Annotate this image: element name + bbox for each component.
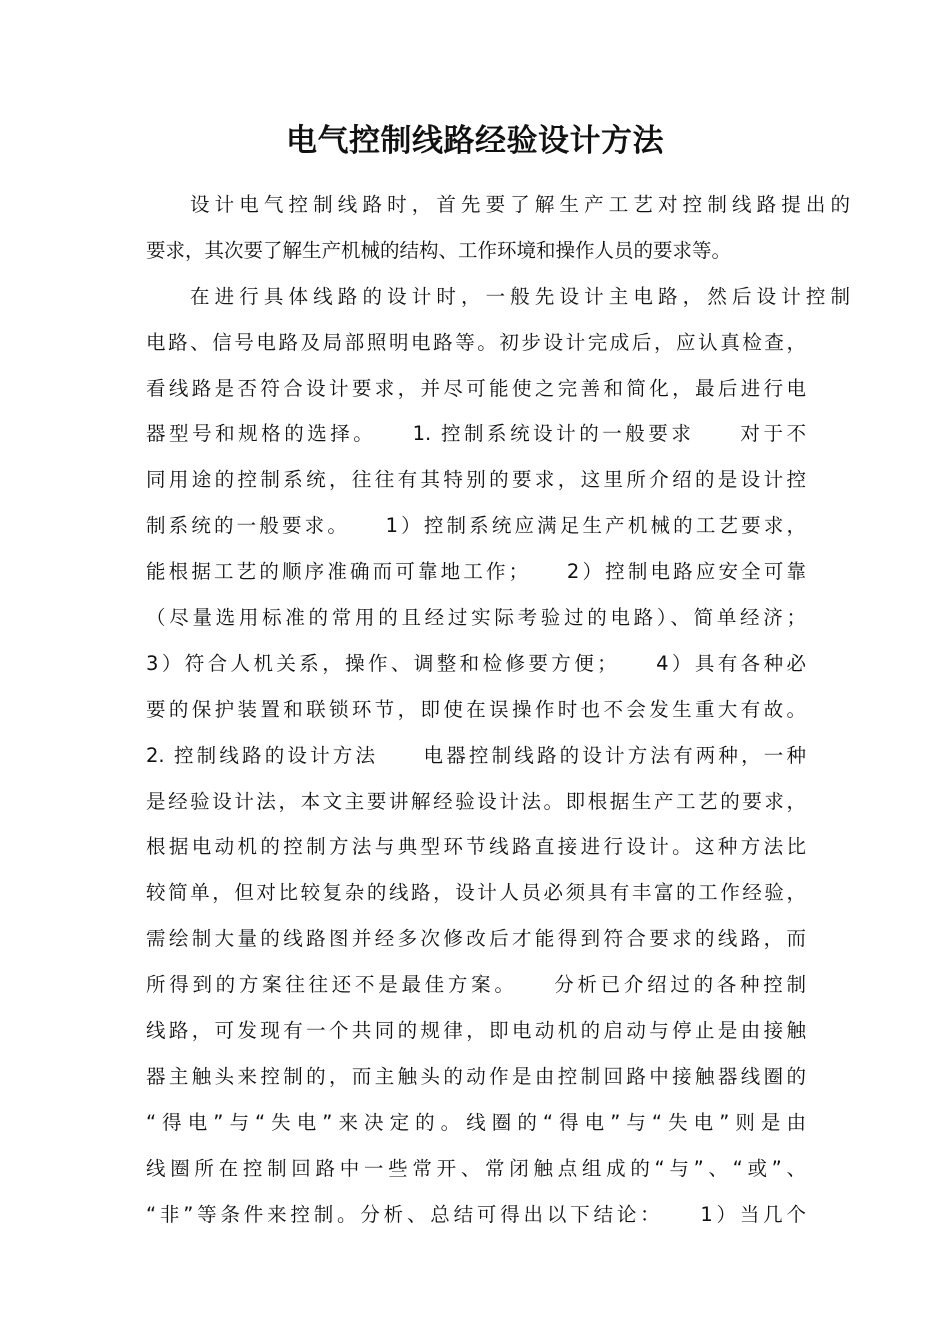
text-line: 根据电动机的控制方法与典型环节线路直接进行设计。这种方法比 — [146, 835, 806, 859]
text-line: “非”等条件来控制。分析、总结可得出以下结论： 1）当几个 — [146, 1202, 806, 1226]
text-line: 同用途的控制系统，往往有其特别的要求，这里所介绍的是设计控 — [146, 468, 806, 492]
document-title: 电气控制线路经验设计方法 — [286, 123, 664, 159]
text-line: 要求，其次要了解生产机械的结构、工作环境和操作人员的要求等。 — [146, 238, 732, 262]
text-line: （尽量选用标准的常用的且经过实际考验过的电路）、简单经济； — [146, 606, 806, 630]
text-line: 需绘制大量的线路图并经多次修改后才能得到符合要求的线路，而 — [146, 927, 806, 951]
text-line: 制系统的一般要求。 1）控制系统应满足生产机械的工艺要求， — [146, 514, 806, 538]
text-line: 线路，可发现有一个共同的规律，即电动机的启动与停止是由接触 — [146, 1019, 806, 1043]
text-line: 所得到的方案往往还不是最佳方案。 分析已介绍过的各种控制 — [146, 973, 806, 997]
text-line: 线圈所在控制回路中一些常开、常闭触点组成的“与”、“或”、 — [146, 1156, 806, 1180]
text-line: 在进行具体线路的设计时，一般先设计主电路，然后设计控制 — [190, 284, 850, 308]
text-line: 电路、信号电路及局部照明电路等。初步设计完成后，应认真检查， — [146, 330, 806, 354]
text-line: 设计电气控制线路时，首先要了解生产工艺对控制线路提出的 — [190, 193, 850, 216]
text-line: 器型号和规格的选择。 1. 控制系统设计的一般要求 对于不 — [146, 422, 806, 446]
document-body — [146, 182, 850, 1237]
text-line: 3）符合人机关系，操作、调整和检修要方便； 4）具有各种必 — [146, 651, 806, 675]
text-line: 要的保护装置和联锁环节，即使在误操作时也不会发生重大有故。 — [146, 697, 806, 721]
text-line: 是经验设计法，本文主要讲解经验设计法。即根据生产工艺的要求， — [146, 789, 806, 813]
text-line: 较简单，但对比较复杂的线路，设计人员必须具有丰富的工作经验， — [146, 881, 806, 905]
text-line: “得电”与“失电”来决定的。线圈的“得电”与“失电”则是由 — [146, 1110, 806, 1134]
text-line: 看线路是否符合设计要求，并尽可能使之完善和简化，最后进行电 — [146, 376, 806, 400]
text-line: 2. 控制线路的设计方法 电器控制线路的设计方法有两种，一种 — [146, 743, 806, 767]
text-line: 能根据工艺的顺序准确而可靠地工作； 2）控制电路应安全可靠 — [146, 560, 806, 584]
text-line: 器主触头来控制的，而主触头的动作是由控制回路中接触器线圈的 — [146, 1064, 806, 1088]
